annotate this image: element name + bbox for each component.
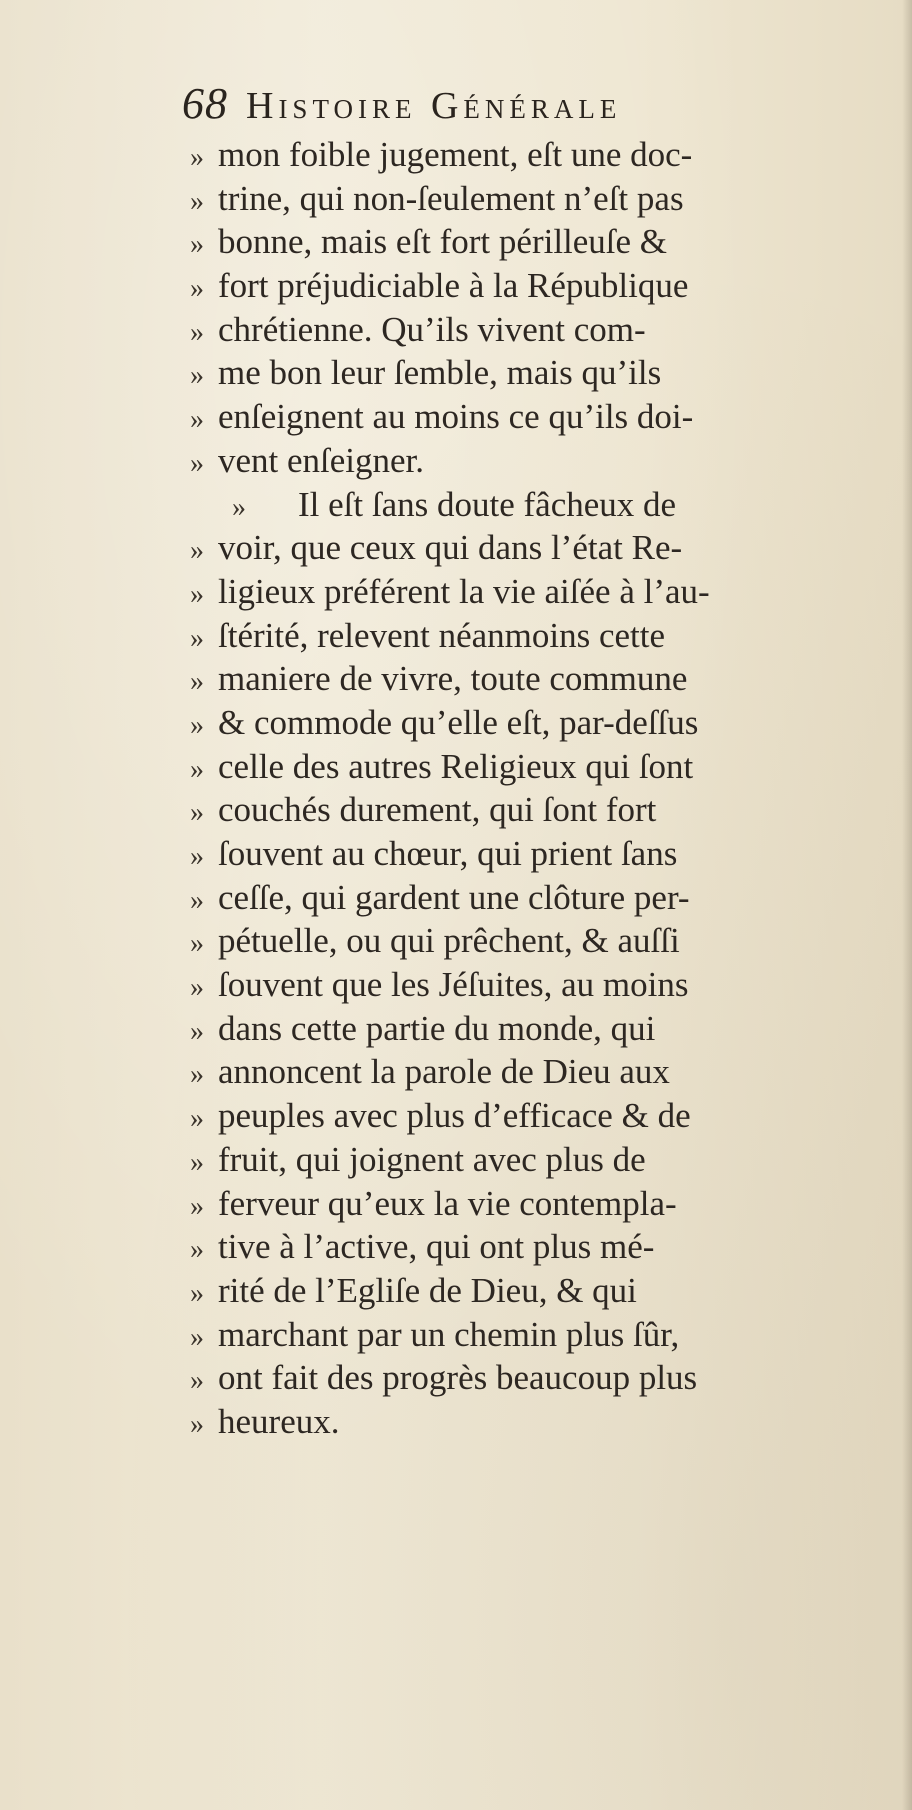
text-line: » vent enſeigner.	[190, 439, 870, 483]
running-title: Histoire Générale	[246, 85, 622, 127]
text-line: » dans cette partie du monde, qui	[190, 1007, 870, 1051]
guillemet: »	[190, 273, 204, 305]
guillemet: »	[190, 928, 204, 960]
text-line: » couchés durement, qui ſont fort	[190, 788, 870, 832]
text-line: » peuples avec plus d’efficace & de	[190, 1094, 870, 1138]
guillemet: »	[190, 1059, 204, 1091]
guillemet: »	[190, 447, 204, 479]
text-line: » ont fait des progrès beaucoup plus	[190, 1356, 870, 1400]
text-line: » celle des autres Religieux qui ſont	[190, 745, 870, 789]
text-line: » pétuelle, ou qui prêchent, & auſſi	[190, 919, 870, 963]
text-line: » & commode qu’elle eſt, par-deſſus	[190, 701, 870, 745]
guillemet: »	[190, 229, 204, 261]
text-line: » marchant par un chemin plus ſûr,	[190, 1313, 870, 1357]
guillemet: »	[190, 1146, 204, 1178]
guillemet: »	[190, 1190, 204, 1222]
guillemet: »	[190, 1103, 204, 1135]
guillemet: »	[190, 142, 204, 173]
text-line: » fruit, qui joignent avec plus de	[190, 1138, 870, 1182]
text-line: » rité de l’Egliſe de Dieu, & qui	[190, 1269, 870, 1313]
page-number: 68	[182, 79, 228, 128]
guillemet: »	[190, 1321, 204, 1353]
text-line: » ligieux préférent la vie aiſée à l’au-	[190, 570, 870, 614]
guillemet: »	[190, 535, 204, 567]
guillemet: »	[190, 972, 204, 1004]
guillemet: »	[190, 797, 204, 829]
guillemet: »	[190, 404, 204, 436]
text-line: » enſeignent au moins ce qu’ils doi-	[190, 395, 870, 439]
guillemet: »	[190, 666, 204, 698]
text-line: » voir, que ceux qui dans l’état Re-	[190, 526, 870, 570]
guillemet: »	[190, 360, 204, 392]
paragraph-start-line: » Il eſt ſans doute fâcheux de	[190, 483, 870, 527]
guillemet: »	[190, 884, 204, 916]
guillemet: »	[190, 578, 204, 610]
guillemet: »	[190, 1277, 204, 1309]
guillemet: »	[190, 622, 204, 654]
guillemet: »	[190, 753, 204, 785]
body-text	[190, 133, 870, 1444]
page-edge-shadow	[902, 0, 912, 1810]
guillemet: »	[190, 841, 204, 872]
guillemet: »	[190, 1234, 204, 1266]
guillemet: »	[190, 185, 204, 217]
guillemet: »	[190, 1408, 204, 1440]
text-line: » mon foible jugement, eſt une doc-	[190, 133, 870, 177]
text-line: » ſouvent que les Jéſuites, au moins	[190, 963, 870, 1007]
text-line: » tive à l’active, qui ont plus mé-	[190, 1225, 870, 1269]
text-line: » bonne, mais eſt fort périlleuſe &	[190, 220, 870, 264]
text-line: » maniere de vivre, toute commune	[190, 657, 870, 701]
text-line: » chrétienne. Qu’ils vivent com-	[190, 308, 870, 352]
text-line: » heureux.	[190, 1400, 870, 1444]
text-line: » fort préjudiciable à la République	[190, 264, 870, 308]
guillemet: »	[190, 709, 204, 741]
text-line: » ſtérité, relevent néanmoins cette	[190, 614, 870, 658]
text-line: » ferveur qu’eux la vie contempla-	[190, 1182, 870, 1226]
text-line: » me bon leur ſemble, mais qu’ils	[190, 351, 870, 395]
guillemet: »	[190, 1015, 204, 1047]
guillemet: »	[190, 316, 204, 348]
text-line: » ceſſe, qui gardent une clôture per-	[190, 876, 870, 920]
text-line: » annoncent la parole de Dieu aux	[190, 1050, 870, 1094]
guillemet: »	[232, 491, 246, 523]
text-line: » trine, qui non-ſeulement n’eſt pas	[190, 177, 870, 221]
text-line: » ſouvent au chœur, qui prient ſans	[190, 832, 870, 876]
guillemet: »	[190, 1365, 204, 1397]
page-header	[182, 78, 822, 128]
